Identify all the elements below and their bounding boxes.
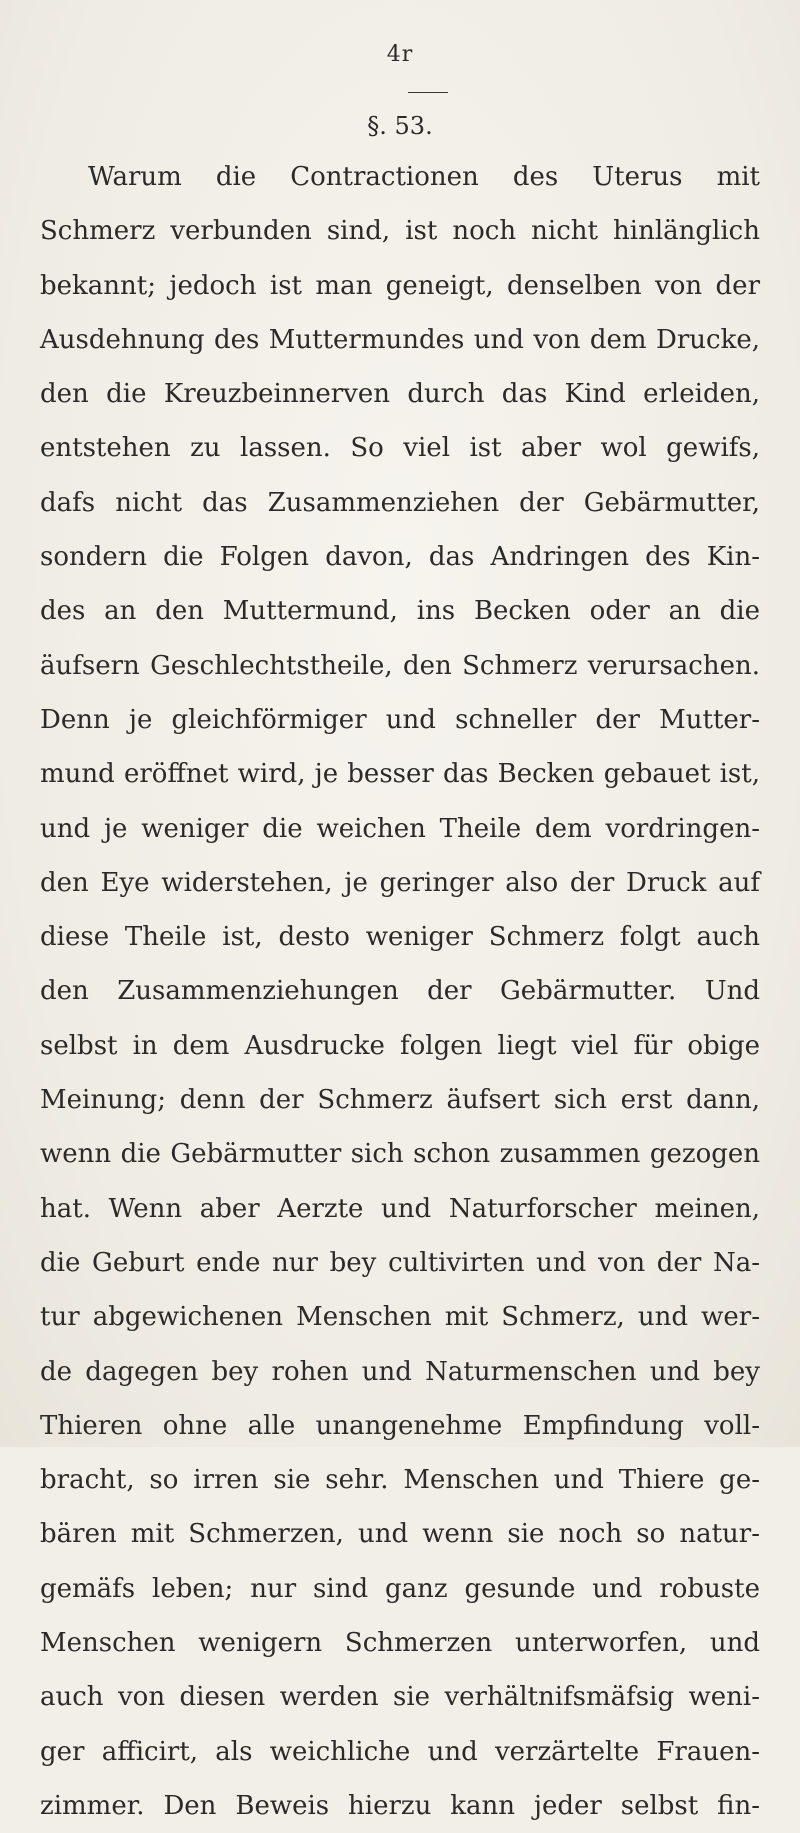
text-line: Schmerz verbunden sind, ist noch nicht hinlänglich [40,216,760,247]
text-line: tur abgewichenen Menschen mit Schmerz, und wer- [40,1302,760,1333]
text-line: wenn die Gebärmutter sich schon zusammen gezogen [40,1139,760,1170]
text-line: sondern die Folgen davon, das Andringen des Kin- [40,542,760,573]
text-line: bären mit Schmerzen, und wenn sie noch so natur- [40,1519,760,1550]
text-line: dafs nicht das Zusammenziehen der Gebärmutter, [40,487,760,518]
text-line: de dagegen bey rohen und Naturmenschen und bey [40,1356,760,1387]
text-line: die Geburt ende nur bey cultivirten und von der Na- [40,1247,760,1278]
text-line: Warum die Contractionen des Uterus mit [88,162,760,192]
text-line: zimmer. Den Beweis hierzu kann jeder selbst fin- [40,1790,760,1821]
text-line: den die Kreuzbeinnerven durch das Kind erleiden, [40,379,760,410]
text-line: mund eröffnet wird, je besser das Becken gebauet ist, [40,759,760,790]
text-line: Thieren ohne alle unangenehme Empfindung voll- [40,1410,760,1441]
text-line: bekannt; jedoch ist man geneigt, denselben von der [40,270,760,301]
text-line: selbst in dem Ausdrucke folgen liegt viel für obige [40,1030,760,1061]
body-text [40,150,760,1833]
text-line: Meinung; denn der Schmerz äufsert sich erst dann, [40,1085,760,1116]
signature-mark: 4r [386,42,414,67]
text-line: auch von diesen werden sie verhältnifsmäfsig weni- [40,1682,760,1713]
text-line: ger afficirt, als weichliche und verzärtelte Frauen- [40,1736,760,1767]
text-line: hat. Wenn aber Aerzte und Naturforscher meinen, [40,1193,760,1224]
text-line: und je weniger die weichen Theile dem vordringen- [40,813,760,844]
text-line: den Eye widerstehen, je geringer also der Druck auf [40,867,760,898]
text-line: den Zusammenziehungen der Gebärmutter. Und [40,976,760,1007]
text-line: des an den Muttermund, ins Becken oder an die [40,596,760,627]
text-line: bracht, so irren sie sehr. Menschen und Thiere ge- [40,1465,760,1496]
text-line: gemäfs leben; nur sind ganz gesunde und robuste [40,1573,760,1604]
text-line: äufsern Geschlechtstheile, den Schmerz verursachen. [40,650,760,681]
text-line: Ausdehnung des Muttermundes und von dem Drucke, [40,324,760,355]
text-line: diese Theile ist, desto weniger Schmerz folgt auch [40,922,760,953]
text-line: Denn je gleichförmiger und schneller der Mutter- [40,704,760,735]
text-line: entstehen zu lassen. So viel ist aber wol gewifs, [40,433,760,464]
signature-rule [408,92,448,93]
text-line: Menschen wenigern Schmerzen unterworfen, und [40,1628,760,1659]
section-number: §. 53. [367,112,433,140]
